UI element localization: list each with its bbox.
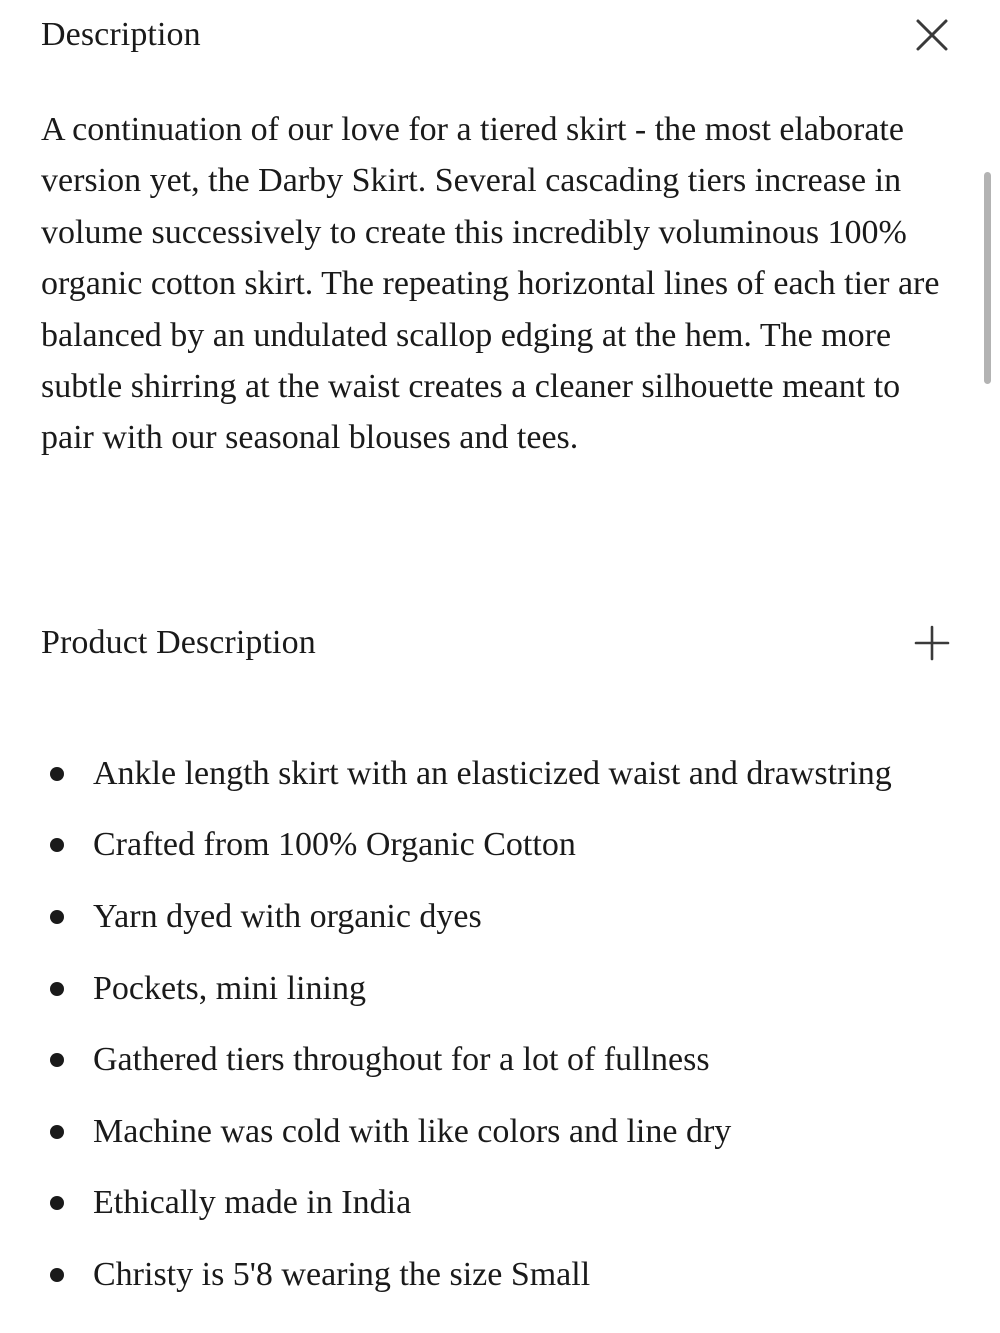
list-item xyxy=(0,810,1000,882)
bullet-icon xyxy=(50,910,64,924)
close-button[interactable] xyxy=(912,15,952,55)
bullet-icon xyxy=(50,1196,64,1210)
scrollbar-thumb[interactable] xyxy=(984,172,991,384)
list-item-text: Crafted from 100% Organic Cotton xyxy=(93,826,576,864)
list-item xyxy=(0,1239,1000,1311)
close-icon xyxy=(915,18,949,52)
list-item xyxy=(0,953,1000,1025)
plus-icon xyxy=(914,625,950,661)
bullet-icon xyxy=(50,1053,64,1067)
list-item-text: Ethically made in India xyxy=(93,1184,412,1222)
product-features-list xyxy=(0,738,1000,1311)
list-item-text: Ankle length skirt with an elasticized waist and drawstring xyxy=(93,754,892,792)
expand-button[interactable] xyxy=(912,623,952,663)
list-item-text: Christy is 5'8 wearing the size Small xyxy=(93,1255,591,1293)
product-description-title: Product Description xyxy=(41,624,316,661)
bullet-icon xyxy=(50,1125,64,1139)
list-item-text: Pockets, mini lining xyxy=(93,969,366,1007)
list-item xyxy=(0,738,1000,810)
list-item-text: Gathered tiers throughout for a lot of fullness xyxy=(93,1041,710,1079)
list-item-text: Yarn dyed with organic dyes xyxy=(93,897,482,935)
list-item xyxy=(0,1096,1000,1168)
product-description-header[interactable] xyxy=(41,617,952,669)
description-title: Description xyxy=(41,16,201,53)
description-body: A continuation of our love for a tiered skirt - the most elaborate version yet, the Darby Skirt. Several cascading tiers increase in volume successively to create this incredibly voluminous 100% organic cotton skirt. The repeating horizontal lines of each tier are balanced by an undulated scallop edging at the hem. The more subtle shirring at the waist creates a cleaner silhouette meant to pair with our seasonal blouses and tees. xyxy=(41,111,940,457)
bullet-icon xyxy=(50,1268,64,1282)
description-header xyxy=(41,10,952,60)
bullet-icon xyxy=(50,767,64,781)
bullet-icon xyxy=(50,982,64,996)
list-item xyxy=(0,1168,1000,1240)
list-item-text: Machine was cold with like colors and line dry xyxy=(93,1112,732,1150)
list-item xyxy=(0,881,1000,953)
bullet-icon xyxy=(50,838,64,852)
list-item xyxy=(0,1024,1000,1096)
